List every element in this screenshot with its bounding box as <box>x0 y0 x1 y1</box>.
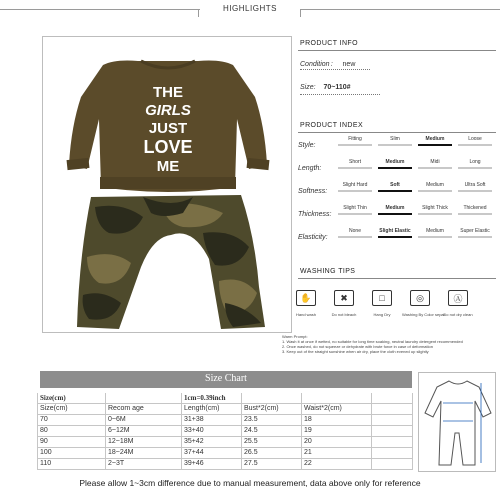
warm-prompt <box>282 334 498 354</box>
product-index-selected-bar <box>418 144 452 146</box>
product-index-bar <box>338 167 372 169</box>
camo-pants <box>77 195 265 329</box>
product-index-option: Long <box>469 159 481 165</box>
table-cell <box>372 459 413 470</box>
product-photo <box>42 36 292 333</box>
washing-caption: Do not bleach <box>331 312 357 317</box>
table-cell <box>372 426 413 437</box>
size-value: 70~110# <box>323 84 351 91</box>
table-cell: 18 <box>302 415 372 426</box>
product-index-bar <box>338 213 372 215</box>
header-tick <box>300 9 301 17</box>
size-table <box>37 393 413 470</box>
condition-dots <box>300 69 370 70</box>
product-index-bar <box>458 236 492 238</box>
washing-icons <box>290 290 495 324</box>
size-dots <box>300 94 380 95</box>
measure-diagram <box>418 372 496 472</box>
product-index-option: Slight Thick <box>422 205 448 211</box>
print-line-4: LOVE <box>143 137 193 157</box>
condition-row <box>300 59 355 69</box>
product-index-selected-bar <box>378 190 412 192</box>
product-index-label: Elasticity: <box>298 234 328 241</box>
product-index-option: Super Elastic <box>460 228 490 234</box>
table-cell: 90 <box>38 437 106 448</box>
condition-value: new <box>342 61 356 68</box>
product-info-rule <box>298 50 496 51</box>
product-index-bar <box>458 144 492 146</box>
table-cell <box>242 393 302 404</box>
table-cell: 70 <box>38 415 106 426</box>
outfit-illustration <box>43 37 293 334</box>
size-label: Size: <box>300 84 316 91</box>
table-cell: 100 <box>38 448 106 459</box>
product-index-selected-bar <box>378 236 412 238</box>
product-index-title: PRODUCT INDEX <box>300 122 364 129</box>
product-index-bar <box>458 167 492 169</box>
table-cell: Bust*2(cm) <box>242 404 302 415</box>
product-index-option: Slight Thin <box>343 205 367 211</box>
product-index-option: None <box>349 228 361 234</box>
table-cell: 0~6M <box>106 415 182 426</box>
washing-tips-title: WASHING TIPS <box>300 268 356 275</box>
product-index-option: Loose <box>468 136 482 142</box>
product-index-option: Thickened <box>463 205 487 211</box>
table-cell: 12~18M <box>106 437 182 448</box>
table-cell: Size(cm) <box>38 393 106 404</box>
warm-prompt-title: Warm Prompt: <box>282 334 308 339</box>
table-row <box>38 415 413 426</box>
table-cell: 19 <box>302 426 372 437</box>
page-title: HIGHLIGHTS <box>223 4 277 13</box>
product-index-bar <box>338 190 372 192</box>
hang-dry-icon: □ <box>372 290 392 306</box>
product-index-option: Ultra Soft <box>464 182 486 188</box>
table-cell: Length(cm) <box>182 404 242 415</box>
table-cell: 31+38 <box>182 415 242 426</box>
table-cell: Size(cm) <box>38 404 106 415</box>
condition-label: Condition： <box>300 61 337 68</box>
table-cell <box>302 393 372 404</box>
product-info-title: PRODUCT INFO <box>300 40 358 47</box>
product-index-label: Length: <box>298 165 322 172</box>
product-index-bar <box>418 167 452 169</box>
table-cell <box>372 404 413 415</box>
table-cell: 18~24M <box>106 448 182 459</box>
header-tick <box>198 9 199 17</box>
warm-prompt-line: 3. Keep out of the straight sunshine when air dry, place the cloth evened up slightly <box>282 349 429 354</box>
product-index-bar <box>458 213 492 215</box>
footer-note: Please allow 1~3cm difference due to manual measurement, data above only for reference <box>79 478 421 488</box>
table-cell: 21 <box>302 448 372 459</box>
product-index-option: Slim <box>390 136 400 142</box>
product-index-label: Style: <box>298 142 316 149</box>
table-cell: 27.5 <box>242 459 302 470</box>
product-index-option: Slight Hard <box>342 182 368 188</box>
product-index-bar <box>458 190 492 192</box>
table-row <box>38 404 413 415</box>
table-row <box>38 437 413 448</box>
table-header-row <box>38 393 413 404</box>
table-cell: Waist*2(cm) <box>302 404 372 415</box>
washing-caption: Hand wash <box>295 312 316 317</box>
product-index-option: Fitting <box>348 136 362 142</box>
print-line-5: ME <box>156 158 180 175</box>
product-index-bar <box>378 144 412 146</box>
product-index-rule <box>298 132 496 133</box>
product-index-option: Medium <box>426 228 444 234</box>
table-cell: 6~12M <box>106 426 182 437</box>
warm-prompt-line: 2. Once washed, do not squeeze or dehydrate with brute force in case of deformation <box>282 344 433 349</box>
table-row <box>38 459 413 470</box>
product-index-selected-bar <box>378 213 412 215</box>
table-cell: 25.5 <box>242 437 302 448</box>
product-index-label: Thickness: <box>298 211 332 218</box>
table-cell: 1cm=0.39inch <box>182 393 242 404</box>
table-cell: 20 <box>302 437 372 448</box>
product-index-bar <box>418 190 452 192</box>
product-index-grid <box>298 136 498 252</box>
product-index-bar <box>418 236 452 238</box>
washing-caption: Do not dry clean <box>443 312 473 317</box>
size-chart-table <box>37 393 412 470</box>
product-index-bar <box>338 144 372 146</box>
table-cell: Recom age <box>106 404 182 415</box>
print-line-3: JUST <box>148 120 188 137</box>
wash-by-color-icon: ◎ <box>410 290 430 306</box>
table-cell: 37+44 <box>182 448 242 459</box>
product-index-bar <box>418 213 452 215</box>
product-index-label: Softness: <box>298 188 328 195</box>
table-cell: 26.5 <box>242 448 302 459</box>
table-cell: 110 <box>38 459 106 470</box>
table-cell: 2~3T <box>106 459 182 470</box>
size-chart-title: Size Chart <box>205 373 247 384</box>
table-cell <box>372 448 413 459</box>
hand-wash-icon: ✋ <box>296 290 316 306</box>
washing-tips-rule <box>298 278 496 279</box>
washing-caption: Hang Dry <box>373 312 391 317</box>
print-line-2: GIRLS <box>145 102 191 119</box>
size-row <box>300 84 351 91</box>
table-cell: 22 <box>302 459 372 470</box>
table-row <box>38 426 413 437</box>
product-index-selected-bar <box>378 167 412 169</box>
print-line-1: THE <box>153 84 183 101</box>
table-cell <box>106 393 182 404</box>
product-index-option: Medium <box>426 182 444 188</box>
product-index-option: Medium <box>425 136 445 142</box>
no-dry-clean-icon: Ⓐ <box>448 290 468 306</box>
table-cell: 23.5 <box>242 415 302 426</box>
no-bleach-icon: ✖ <box>334 290 354 306</box>
product-index-option: Medium <box>385 205 405 211</box>
table-cell: 24.5 <box>242 426 302 437</box>
product-index-option: Short <box>349 159 361 165</box>
table-cell <box>372 415 413 426</box>
table-cell: 39+46 <box>182 459 242 470</box>
washing-caption: Washing By Color separ <box>402 312 445 317</box>
product-index-option: Midi <box>430 159 440 165</box>
product-index-option: Soft <box>390 182 400 188</box>
table-cell: 35+42 <box>182 437 242 448</box>
product-index-option: Medium <box>385 159 405 165</box>
table-cell: 80 <box>38 426 106 437</box>
romper-outline <box>419 373 497 473</box>
table-cell <box>372 437 413 448</box>
product-index-option: Slight Elastic <box>379 228 411 234</box>
product-index-bar <box>338 236 372 238</box>
table-row <box>38 448 413 459</box>
table-cell <box>372 393 413 404</box>
table-cell: 33+40 <box>182 426 242 437</box>
warm-prompt-line: 1. Wash it at once if wetted, no suitable for long time soaking, neutral laundry detergent recommended <box>282 339 463 344</box>
